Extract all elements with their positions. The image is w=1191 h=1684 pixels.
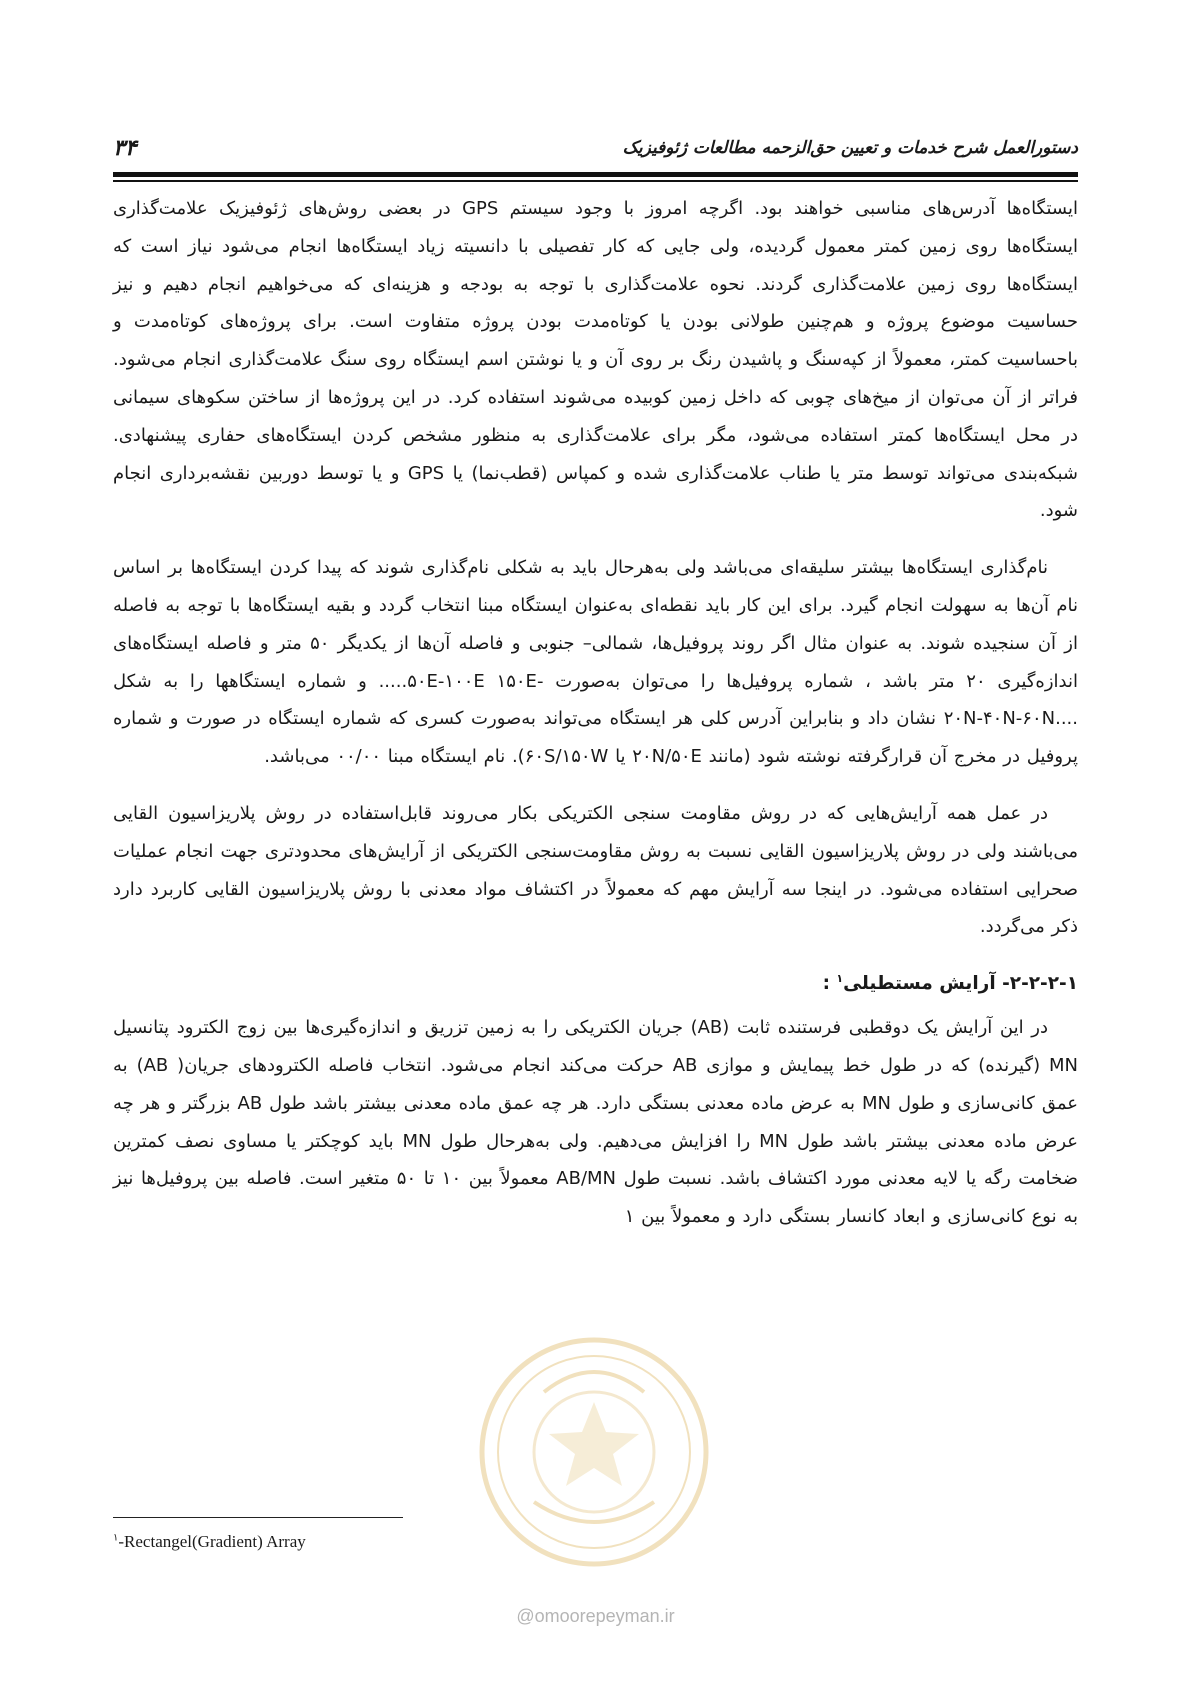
section-heading-suffix: : <box>822 973 837 995</box>
page-header <box>113 130 1078 170</box>
header-rule-thick <box>113 172 1078 177</box>
paragraph-station-marking: ایستگاه‌ها آدرس‌های مناسبی خواهند بود. اگرچه امروز با وجود سیستم GPS در بعضی روش‌های ژئوفیزیک علامت‌گذاری ایستگاه‌ها روی زمین کمتر معمول گردیده، ولی جایی که کار تفصیلی با دانسیته زیاد ایستگاه‌ها انجام می‌شود نیاز است که ایستگاه‌ها روی زمین علامت‌گذاری گردند. نحوه علامت‌گذاری با توجه به بودجه و هزینه‌ای که می‌خواهیم انجام دهیم و نیز حساسیت موضوع پروژه و هم‌چنین طولانی بودن یا کوتاه‌مدت بودن پروژه متفاوت است. برای پروژه‌های کوتاه‌مدت و باحساسیت کمتر، معمولاً از کپه‌سنگ و پاشیدن رنگ بر روی آن و یا نوشتن اسم ایستگاه روی سنگ علامت‌گذاری انجام می‌شود. فراتر از آن می‌توان از میخ‌های چوبی که داخل زمین کوبیده می‌شوند استفاده کرد. در این پروژه‌ها از ساختن سکوهای سیمانی در محل ایستگاه‌ها کمتر استفاده می‌شود، مگر برای علامت‌گذاری به منظور مشخص کردن ایستگاه‌های حفاری پیشنهادی. شبکه‌بندی می‌تواند توسط متر یا طناب علامت‌گذاری شده و کمپاس (قطب‌نما) یا GPS و یا توسط دوربین نقشه‌برداری انجام شود. <box>113 198 1079 522</box>
footnote <box>113 1532 306 1552</box>
section-heading-footnote-marker: ۱ <box>836 972 844 986</box>
paragraph-station-naming: نام‌گذاری ایستگاه‌ها بیشتر سلیقه‌ای می‌باشد ولی به‌هرحال باید به شکلی نام‌گذاری شوند که پیدا کردن ایستگاه‌ها بر اساس نام آن‌ها به سهولت انجام گیرد. برای این کار باید نقطه‌ای به‌عنوان ایستگاه مبنا انتخاب گردد و بقیه ایستگاه‌ها با توجه به فاصله از آن سنجیده شوند. به عنوان مثال اگر روند پروفیل‌ها، شمالی– جنوبی و فاصله آن‌ها از یکدیگر ۵۰ متر و فاصله ایستگاه‌های اندازه‌گیری ۲۰ متر باشد ، شماره پروفیل‌ها را می‌توان به‌صورت -۵۰E-۱۰۰E ۱۵۰E..... و شماره ایستگاهها را به شکل ....۲۰N-۴۰N-۶۰N نشان داد و بنابراین آدرس کلی هر ایستگاه می‌تواند به‌صورت کسری که شماره ایستگاه در صورت و شماره پروفیل در مخرج آن قرارگرفته نوشته شود (مانند ۲۰N/۵۰E یا ۶۰S/۱۵۰W). نام ایستگاه مبنا ۰۰/۰۰ می‌باشد. <box>113 557 1079 768</box>
watermark-seal-icon <box>474 1332 714 1572</box>
footnote-rule <box>113 1517 403 1518</box>
section-heading-text: ۲-۲-۲-۱- آرایش مستطیلی <box>843 973 1078 995</box>
page-number: ۳۴ <box>113 136 137 161</box>
watermark-text: @omoorepeyman.ir <box>516 1606 675 1626</box>
header-rule-thin <box>113 180 1078 182</box>
paragraph-rectangle-array: در این آرایش یک دوقطبی فرستنده ثابت (AB) جریان الکتریکی را به زمین تزریق و اندازه‌گیری‌ها بین زوج الکترود پتانسیل MN (گیرنده) که در طول خط پیمایش و موازی AB حرکت می‌کند انجام می‌شود. انتخاب فاصله الکترودهای جریان( AB) به عمق کانی‌سازی و طول MN به عرض ماده معدنی بستگی دارد. هر چه عمق ماده معدنی بیشتر باشد طول AB بزرگتر و هر چه عرض ماده معدنی بیشتر باشد طول MN را افزایش می‌دهیم. ولی به‌هرحال طول MN باید کوچکتر یا مساوی نصف کمترین ضخامت رگه یا لایه معدنی مورد اکتشاف باشد. نسبت طول AB/MN معمولاً بین ۱۰ تا ۵۰ متغیر است. فاصله بین پروفیل‌ها نیز به نوع کانی‌سازی و ابعاد کانسار بستگی دارد و معمولاً بین ۱ <box>113 1017 1079 1228</box>
body-text <box>113 190 1078 1236</box>
paragraph-arrays-overview: در عمل همه آرایش‌هایی که در روش مقاومت سنجی الکتریکی بکار می‌روند قابل‌استفاده در روش پلاریزاسیون القایی می‌باشند ولی در روش پلاریزاسیون القایی نسبت به روش مقاومت‌سنجی الکتریکی از آرایش‌های محدودتری جهت انجام عملیات صحرایی استفاده می‌شود. در اینجا سه آرایش مهم که معمولاً در اکتشاف مواد معدنی با روش پلاریزاسیون القایی کاربرد دارد ذکر می‌گردد. <box>113 802 1078 938</box>
section-heading <box>113 960 1078 1003</box>
footnote-marker: ۱ <box>113 1532 119 1544</box>
footnote-text: -Rectangel(Gradient) Array <box>118 1532 306 1551</box>
running-title: دستورالعمل شرح خدمات و تعیین حق‌الزحمه مطالعات ژئوفیزیک <box>622 138 1078 158</box>
